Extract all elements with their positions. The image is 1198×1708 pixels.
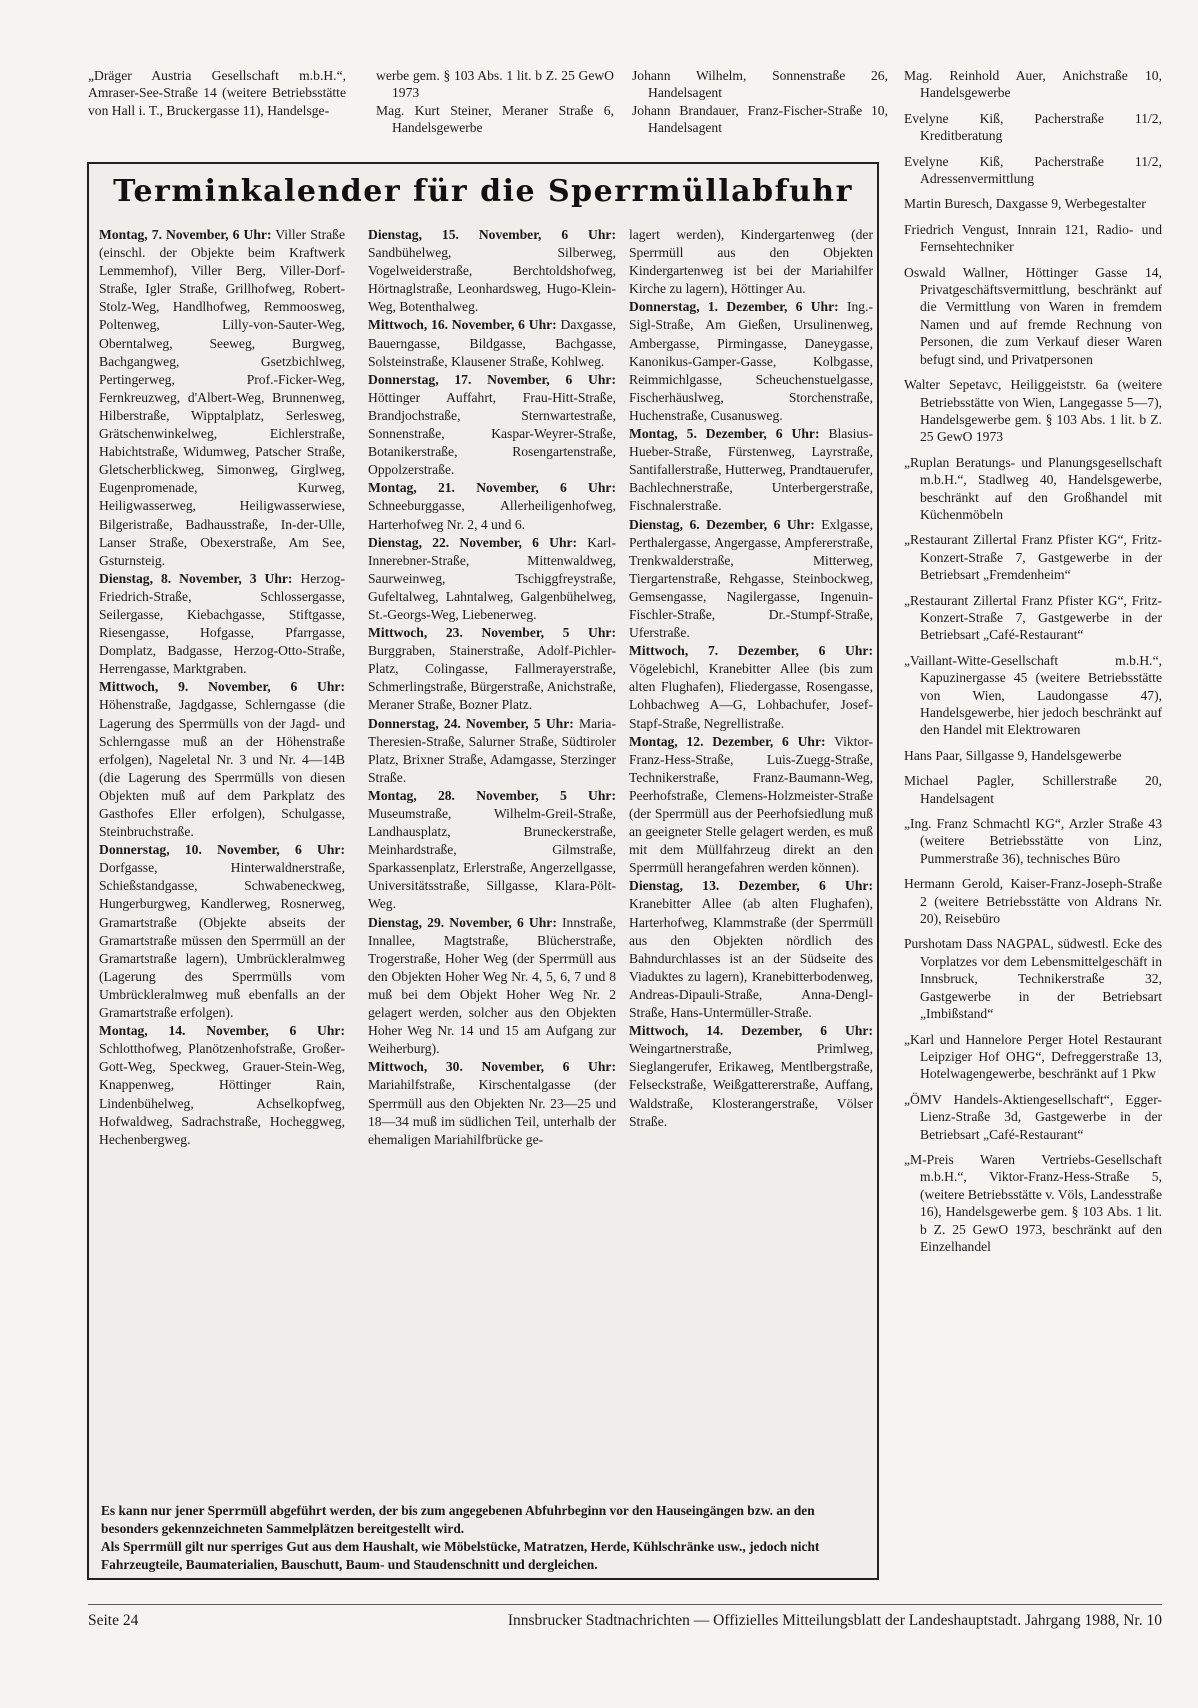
calendar-entry — [368, 1058, 616, 1148]
entry-date: Dienstag, 15. November, 6 Uhr: — [368, 227, 616, 242]
register-entry: Friedrich Vengust, Innrain 121, Radio- und Fernsehtechniker — [904, 221, 1162, 255]
footer-divider — [88, 1604, 1162, 1605]
calendar-entry — [99, 226, 345, 570]
entry-streets: Weingartnerstraße, Primlweg, Sieglangerufer, Erikaweg, Mentlbergstraße, Felseckstraße, Weißgattererstraße, Auffang, Waldstraße, Klosterangerstraße, Völser Straße. — [629, 1041, 873, 1129]
calendar-entry — [368, 534, 616, 624]
register-entry: Walter Sepetavc, Heiliggeiststr. 6a (weitere Betriebsstätte von Wien, Langegasse 5—7), Handelsgewerbe gem. § 103 Abs. 1 lit. b Z. 25 GewO 1973 — [904, 377, 1162, 445]
entry-date: Montag, 21. November, 6 Uhr: — [368, 480, 616, 496]
calendar-entry — [629, 425, 873, 515]
entry-date: Dienstag, 29. November, 6 Uhr: — [368, 914, 557, 930]
calendar-entry — [368, 479, 616, 533]
entry-streets: Burggraben, Stainerstraße, Adolf-Pichler-Platz, Colingasse, Fallmerayerstraße, Schmerlingstraße, Bürgerstraße, Anichstraße, Meraner Straße, Bozner Platz. — [368, 643, 616, 713]
entry-streets: Schlotthofweg, Planötzenhofstraße, Großer-Gott-Weg, Speckweg, Grauer-Stein-Weg, Knappenweg, Höttinger Rain, Lindenbühelweg, Achselkopfweg, Hofwaldweg, Sadrachstraße, Hocheggweg, Hechenbergweg. — [99, 1041, 345, 1147]
top-column-2 — [376, 67, 614, 137]
entry-streets: Höhenstraße, Jagdgasse, Schlerngasse (die Lagerung des Sperrmülls von der Jagd- und Schlerngasse muß an der Höhenstraße erfolgen), Nageletal Nr. 3 und Nr. 4—14B (die Lagerung des Sperrmülls von diesen Objekten muß auf dem Parkplatz des Gasthofes Eller erfolgen), Schulgasse, Steinbruchstraße. — [99, 697, 345, 840]
calendar-entry — [99, 678, 345, 841]
entry-streets: Blasius-Hueber-Straße, Fürstenweg, Layrstraße, Santifallerstraße, Hutterweg, Prandtauerufer, Bachlechnerstraße, Unterbergerstraße, Fischnalerstraße. — [629, 426, 873, 514]
notice-definition: Als Sperrmüll gilt nur sperriges Gut aus dem Haushalt, wie Möbelstücke, Matratzen, Herde, Kühlschränke usw., jedoch nicht Fahrzeugteile, Baumaterialien, Bauschutt, Baum- und Staudenschnitt und dergleichen. — [101, 1539, 820, 1572]
calendar-notice — [101, 1502, 867, 1574]
calendar-entry — [629, 226, 873, 298]
register-entry: werbe gem. § 103 Abs. 1 lit. b Z. 25 GewO 1973 — [376, 68, 614, 101]
calendar-entry — [368, 371, 616, 480]
calendar-entry — [368, 316, 616, 370]
top-column-1 — [88, 67, 346, 119]
entry-date: Montag, 28. November, 5 Uhr: — [368, 787, 616, 803]
register-entry: Mag. Kurt Steiner, Meraner Straße 6, Handelsgewerbe — [376, 102, 614, 136]
entry-date: Donnerstag, 17. November, 6 Uhr: — [368, 371, 616, 387]
register-entry: Hermann Gerold, Kaiser-Franz-Joseph-Straße 2 (weitere Betriebsstätte von Aldrans Nr. 20), Reisebüro — [904, 876, 1162, 927]
top-column-3 — [632, 67, 888, 137]
publication-line: Innsbrucker Stadtnachrichten — Offizielles Mitteilungsblatt der Landeshauptstadt. Jahrgang 1988, Nr. 10 — [507, 1612, 1162, 1629]
register-entry: Hans Paar, Sillgasse 9, Handelsgewerbe — [904, 747, 1122, 763]
calendar-column-2 — [368, 226, 616, 1149]
entry-date: Montag, 5. Dezember, 6 Uhr: — [629, 426, 820, 442]
entry-streets: Karl-Innerebner-Straße, Mittenwaldweg, Saurweinweg, Tschiggfreystraße, Gufeltalweg, Lahntalweg, Galgenbühelweg, St.-Georgs-Weg, Liebenerweg. — [368, 534, 616, 622]
calendar-entry — [629, 733, 873, 878]
entry-streets: Herzog-Friedrich-Straße, Schlossergasse, Seilergasse, Kiebachgasse, Stiftgasse, Riesengasse, Hofgasse, Pfarrgasse, Domplatz, Badgasse, Herzog-Otto-Straße, Herrengasse, Marktgraben. — [99, 570, 345, 677]
register-entry: „Karl und Hannelore Perger Hotel Restaurant Leipziger Hof OHG“, Defreggerstraße 13, Hotelwagengewerbe, beschränkt auf 1 Pkw — [904, 1031, 1162, 1082]
entry-date: Donnerstag, 1. Dezember, 6 Uhr: — [629, 299, 839, 315]
calendar-entry — [368, 787, 616, 914]
entry-date: Mittwoch, 16. November, 6 Uhr: — [368, 317, 557, 333]
entry-streets: Viktor-Franz-Hess-Straße, Luis-Zuegg-Straße, Technikerstraße, Franz-Baumann-Weg, Peerhofstraße, Clemens-Holzmeister-Straße (der Sperrmüll aus der Peerhofsiedlung muß an geeigneter Stelle gelagert werden, es muß mit dem Müllfahrzeug direkt an den Sperrmüll herangefahren werden können). — [629, 733, 874, 876]
register-entry: „ÖMV Handels-Aktiengesellschaft“, Egger-Lienz-Straße 3d, Gastgewerbe in der Betriebsart „Café-Restaurant“ — [904, 1091, 1162, 1142]
register-entry: Evelyne Kiß, Pacherstraße 11/2, Adressenvermittlung — [904, 153, 1162, 187]
register-entry: „Ruplan Beratungs- und Planungsgesellschaft m.b.H.“, Stadlweg 40, Handelsgewerbe, beschränkt auf den Großhandel mit Küchenmöbeln — [904, 454, 1162, 522]
calendar-entry — [99, 841, 345, 1022]
register-entry: Johann Wilhelm, Sonnenstraße 26, Handelsagent — [632, 68, 888, 101]
entry-streets: Sandbühelweg, Silberweg, Vogelweiderstraße, Berchtoldshofweg, Hörtnaglstraße, Leonhardsweg, Hugo-Klein-Weg, Botenthalweg. — [368, 245, 616, 315]
calendar-title: Terminkalender für die Sperrmüllabfuhr — [113, 174, 853, 209]
entry-date: Montag, 7. November, 6 Uhr: — [99, 227, 272, 242]
calendar-entry — [368, 715, 616, 787]
entry-date: Dienstag, 6. Dezember, 6 Uhr: — [629, 516, 815, 532]
entry-streets: Daxgasse, Bauerngasse, Bildgasse, Bachgasse, Solsteinstraße, Klausener Straße, Kohlweg. — [368, 317, 617, 369]
entry-streets: Mariahilfstraße, Kirschentalgasse (der Sperrmüll aus den Objekten Nr. 23—25 und 18—34 muß im südlichen Teil, unterhalb der ehemaligen Mariahilfbrücke ge- — [368, 1077, 616, 1147]
register-entry: Martin Buresch, Daxgasse 9, Werbegestalter — [904, 196, 1146, 212]
page-footer — [88, 1612, 1162, 1630]
entry-streets: Dorfgasse, Hinterwaldnerstraße, Schießstandgasse, Schwabeneckweg, Hungerburgweg, Kandlerweg, Rosnerweg, Gramartstraße (Objekte abseits der Gramartstraße müssen den Sperrmüll an der Gramartstraße lagern), Umbrückleralmweg (Lagerung des Sperrmülls vom Umbrückleralmweg muß ebenfalls an der Gramartstraße erfolgen). — [99, 860, 345, 1021]
register-entry: Oswald Wallner, Höttinger Gasse 14, Privatgeschäftsvermittlung, beschränkt auf die Vermittlung von Waren in fremdem Namen und auf fremde Rechnung von Personen, die zum Verkauf dieser Waren befugt sind, und Privatpersonen — [904, 264, 1162, 367]
calendar-entry — [368, 226, 616, 316]
entry-streets: Viller Straße (einschl. der Objekte beim Kraftwerk Lemmemhof), Viller Berg, Viller-Dorf-Straße, Igler Straße, Grillhofweg, Robert-Stolz-Weg, Handlhofweg, Remmoosweg, Poltenweg, Lilly-von-Sauter-Weg, Oberntalweg, Seeweg, Burgweg, Bachgangweg, Gsetzbichlweg, Pertingerweg, Prof.-Ficker-Weg, Fernkreuzweg, d'Albert-Weg, Brunnenweg, Hilberstraße, Wipptalplatz, Serlesweg, Grätschenwinkelweg, Eichlerstraße, Habichtstraße, Widumweg, Patscher Straße, Gletscherblickweg, Simonweg, Girglweg, Eugenpromenade, Kurweg, Heiligwasserweg, Heiligwasserwiese, Bilgeristraße, Badhausstraße, In-der-Ulle, Lanser Straße, Obexerstraße, Am See, Gsturnsteig. — [99, 227, 346, 568]
entry-streets: Kranebitter Allee (ab alten Flughafen), Harterhofweg, Klammstraße (der Sperrmüll aus den Objekten nördlich des Bahndurchlasses ist an der Südseite des Viaduktes zu lagern), Kranebitterbodenweg, Andreas-Dipauli-Straße, Anna-Dengl-Straße, Hans-Untermüller-Straße. — [629, 896, 873, 1021]
entry-streets: Maria-Theresien-Straße, Salurner Straße, Südtiroler Platz, Brixner Straße, Adamgasse, Sterzinger Straße. — [368, 715, 616, 785]
entry-date: Montag, 12. Dezember, 6 Uhr: — [629, 733, 826, 749]
calendar-entry — [629, 516, 873, 643]
register-entry: Mag. Reinhold Auer, Anichstraße 10, Handelsgewerbe — [904, 68, 1162, 101]
sperrmuell-calendar-box — [87, 162, 879, 1580]
register-entry: „M-Preis Waren Vertriebs-Gesellschaft m.b.H.“, Viktor-Franz-Hess-Straße 5, (weitere Betriebsstätte v. Völs, Landesstraße 16), Handelsgewerbe gem. § 103 Abs. 1 lit. b Z. 25 GewO 1973, beschränkt auf den Einzelhandel — [904, 1151, 1162, 1254]
entry-streets: Exlgasse, Perthalergasse, Angergasse, Ampfererstraße, Trenkwalderstraße, Mitterweg, Tiergartenstraße, Rehgasse, Steinbockweg, Gemsengasse, Nagilergasse, Ingenuin-Fischler-Straße, Dr.-Stumpf-Straße, Uferstraße. — [629, 516, 873, 641]
entry-streets: lagert werden), Kindergartenweg (der Sperrmüll aus den Objekten Kindergartenweg ist bei der Mariahilfer Kirche zu lagern), Höttinger Au. — [629, 227, 873, 297]
entry-streets: Höttinger Auffahrt, Frau-Hitt-Straße, Brandjochstraße, Sternwartestraße, Sonnenstraße, Kaspar-Weyrer-Straße, Botanikerstraße, Rosengartenstraße, Oppolzerstraße. — [368, 389, 616, 478]
entry-date: Mittwoch, 7. Dezember, 6 Uhr: — [629, 643, 873, 659]
entry-date: Montag, 14. November, 6 Uhr: — [99, 1023, 345, 1039]
notice-pickup-rule: Es kann nur jener Sperrmüll abgeführt werden, der bis zum angegebenen Abfuhrbeginn vor den Hauseingängen bzw. an den besonders gekennzeichneten Sammelplätzen bereitgestellt wird. — [101, 1503, 815, 1536]
entry-date: Dienstag, 13. Dezember, 6 Uhr: — [629, 878, 873, 894]
entry-date: Mittwoch, 9. November, 6 Uhr: — [99, 679, 345, 695]
entry-date: Dienstag, 8. November, 3 Uhr: — [99, 570, 293, 586]
calendar-entry — [99, 570, 345, 679]
calendar-column-1 — [99, 226, 345, 1149]
entry-streets: Museumstraße, Wilhelm-Greil-Straße, Landhausplatz, Bruneckerstraße, Meinhardstraße, Gilmstraße, Sparkassenplatz, Erlerstraße, Angerzellgasse, Universitätsstraße, Sillgasse, Klara-Pölt-Weg. — [368, 806, 616, 912]
entry-streets: Schneeburggasse, Allerheiligenhofweg, Harterhofweg Nr. 2, 4 und 6. — [368, 498, 616, 532]
register-entry: Johann Brandauer, Franz-Fischer-Straße 10, Handelsagent — [632, 102, 888, 136]
entry-date: Mittwoch, 23. November, 5 Uhr: — [368, 625, 616, 641]
entry-streets: Innstraße, Innallee, Magtstraße, Blücherstraße, Trogerstraße, Hoher Weg (der Sperrmüll aus den Objekten Hoher Weg Nr. 4, 5, 6, 7 und 8 muß bei dem Objekt Hoher Weg Nr. 2 gelagert werden, solcher aus den Objekten Hoher Weg Nr. 14 und 15 am Aufgang zur Weiherburg). — [368, 914, 616, 1057]
calendar-entry — [629, 1022, 873, 1131]
calendar-entry — [99, 1022, 345, 1149]
register-entry: „Dräger Austria Gesellschaft m.b.H.“, Amraser-See-Straße 14 (weitere Betriebsstätte von Hall i. T., Bruckergasse 11), Handelsge- — [88, 68, 346, 118]
entry-streets: Vögelebichl, Kranebitter Allee (bis zum alten Flughafen), Fliedergasse, Rosengasse, Lohbachweg A—G, Lohbachufer, Josef-Stapf-Straße, Negrellistraße. — [629, 661, 873, 731]
register-entry: Michael Pagler, Schillerstraße 20, Handelsagent — [904, 773, 1162, 806]
register-entry: „Ing. Franz Schmachtl KG“, Arzler Straße 43 (weitere Betriebsstätte von Linz, Pummerstraße 36), technisches Büro — [904, 816, 1162, 866]
calendar-entry — [368, 624, 616, 714]
register-entry: „Restaurant Zillertal Franz Pfister KG“, Fritz-Konzert-Straße 7, Gastgewerbe in der Betriebsart „Café-Restaurant“ — [904, 592, 1162, 643]
calendar-entry — [629, 298, 873, 425]
calendar-column-3 — [629, 226, 873, 1131]
entry-date: Donnerstag, 10. November, 6 Uhr: — [99, 842, 345, 858]
calendar-entry — [368, 914, 616, 1059]
entry-date: Donnerstag, 24. November, 5 Uhr: — [368, 715, 574, 731]
register-entry: Evelyne Kiß, Pacherstraße 11/2, Kreditberatung — [904, 110, 1162, 144]
entry-date: Dienstag, 22. November, 6 Uhr: — [368, 534, 578, 550]
sidebar-column — [904, 67, 1162, 1263]
register-entry: „Restaurant Zillertal Franz Pfister KG“, Fritz-Konzert-Straße 7, Gastgewerbe in der Betriebsart „Fremdenheim“ — [904, 532, 1162, 583]
entry-date: Mittwoch, 14. Dezember, 6 Uhr: — [629, 1023, 873, 1039]
register-entry: Purshotam Dass NAGPAL, südwestl. Ecke des Vorplatzes vor dem Lebensmittelgeschäft in Innsbruck, Technikerstraße 32, Gastgewerbe in der Betriebsart „Imbißstand“ — [904, 936, 1162, 1022]
entry-streets: Ing.-Sigl-Straße, Am Gießen, Ursulinenweg, Ambergasse, Pirmingasse, Daneygasse, Kanonikus-Gamper-Gasse, Kolbgasse, Reimmichlgasse, Scheuchenstuelgasse, Fischerhäuslweg, Storchenstraße, Huchenstraße, Cusanusweg. — [629, 299, 873, 423]
calendar-entry — [629, 642, 873, 732]
register-entry: „Vaillant-Witte-Gesellschaft m.b.H.“, Kapuzinergasse 45 (weitere Betriebsstätte von Wien, Laudongasse 47), Handelsgewerbe, hier jedoch beschränkt auf den Handel mit Elektrowaren — [904, 652, 1162, 738]
page-number: Seite 24 — [88, 1612, 139, 1629]
entry-date: Mittwoch, 30. November, 6 Uhr: — [368, 1059, 616, 1075]
calendar-entry — [629, 877, 873, 1022]
